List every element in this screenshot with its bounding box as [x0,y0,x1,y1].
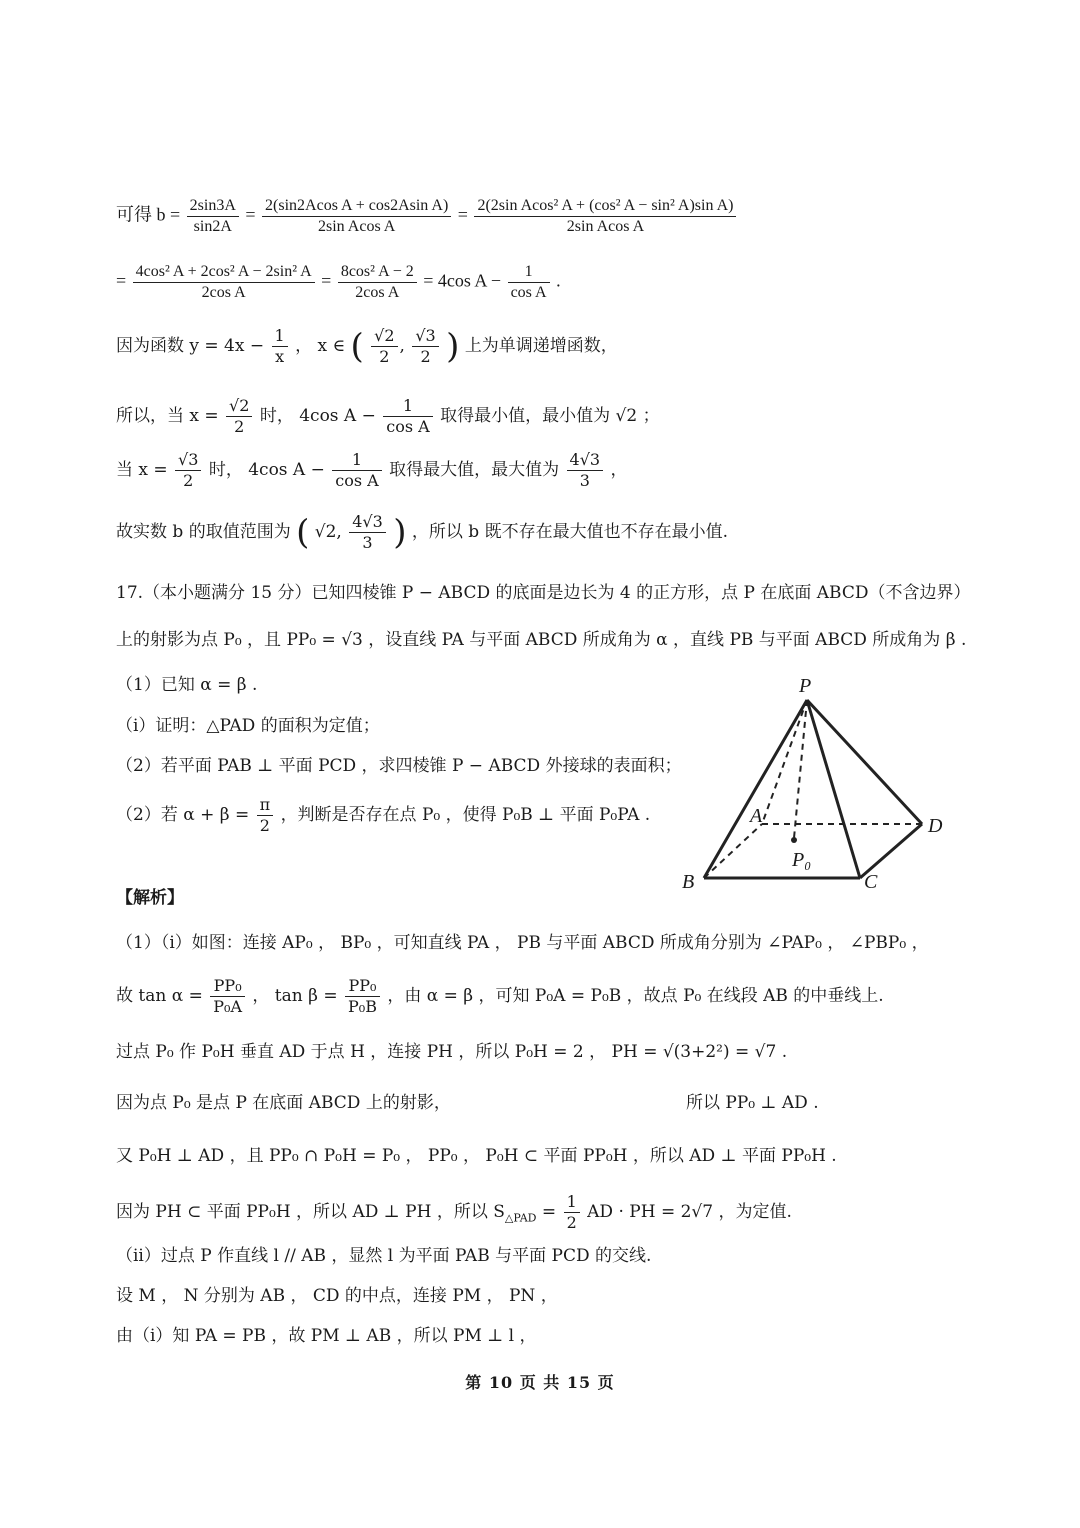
question-17-part-1: （1）已知 α = β . [116,675,258,695]
solution-line-4a: 因为点 P₀ 是点 P 在底面 ABCD 上的射影， [116,1093,451,1113]
fraction: $\frac{1}{\text{cos A}}$ [508,262,550,303]
edge-pa [762,700,807,824]
monotonic-statement: 因为函数 y = 4x − $\frac{1}{x}$ ， x ∈ ( $\frac{√2}{2}$ , $\frac{√3}{2}$ ) 上为单调递增函数， [116,326,618,367]
solution-line-8: 设 M ， N 分别为 AB ， CD 的中点，连接 PM ， PN ， [116,1286,558,1306]
point-p0 [791,837,797,843]
solution-line-4b: 所以 PP₀ ⊥ AD . [686,1093,819,1113]
pyramid-figure [670,670,960,900]
edge-cd [860,824,922,878]
solution-line-5: 又 P₀H ⊥ AD ，且 PP₀ ∩ P₀H = P₀ ， PP₀ ， P₀H ⊂ 平面 PP₀H ，所以 AD ⊥ 平面 PP₀H . [116,1146,837,1166]
question-17-line-2: 上的射影为点 P₀ ，且 PP₀ = √3 ，设直线 PA 与平面 ABCD 所成角为 α ，直线 PB 与平面 ABCD 所成角为 β . [116,630,967,650]
derivation-line-2: = $\frac{\text{4cos² A + 2cos² A − 2sin² A}}{\text{2cos A}}$ = $\frac{\text{8cos² A − 2}}{\text{2cos A}}$ = 4cos A − $\frac{1}{\text{cos A}}$ . [116,263,561,301]
solution-line-6: 因为 PH ⊂ 平面 PP₀H ，所以 AD ⊥ PH ，所以 $S_{\triangle PAD}$ = $\frac{1}{2}$ AD · PH = 2√7 ，为定值. [116,1192,792,1232]
fraction: $\frac{\text{8cos² A − 2}}{\text{2cos A}}$ [338,262,417,303]
label-d: D [928,815,943,837]
label-b: B [682,871,695,893]
label-p0: P₀ [792,849,812,871]
fraction: $\frac{\text{2(2sin Acos² A + (cos² A − sin² A)sin A)}}{\text{2sin Acos A}}$ [474,196,736,237]
label-p: P [799,675,812,697]
maximum-statement: 当 x = $\frac{√3}{2}$ 时， 4cos A − $\frac{1}{\text{cos A}}$ 取得最大值，最大值为 $\frac{4√3}{3}$ ， [116,450,628,490]
question-17-line-1: 17.（本小题满分 15 分）已知四棱锥 P − ABCD 的底面是边长为 4 的正方形，点 P 在底面 ABCD（不含边界） [116,583,971,603]
question-17-part-1-i: （i）证明：△PAD 的面积为定值； [116,716,380,736]
solution-line-1: （1）（i）如图：连接 AP₀ ， BP₀ ，可知直线 PA ， PB 与平面 ABCD 所成角分别为 ∠PAP₀ ， ∠PBP₀ ， [116,933,929,953]
edge-ba [704,824,762,878]
label-a: A [750,805,763,827]
solution-line-3: 过点 P₀ 作 P₀H 垂直 AD 于点 H ，连接 PH ，所以 P₀H = 2 ， PH = √(3+2²) = √7 . [116,1042,788,1062]
solution-line-9: 由（i）知 PA = PB ，故 PM ⊥ AB ，所以 PM ⊥ l ， [116,1326,537,1346]
solution-heading: 【解析】 [116,888,184,908]
question-17-part-3: （2）若 α + β = $\frac{\pi}{2}$ ，判断是否存在点 P₀ ，使得 P₀B ⊥ 平面 P₀PA . [116,795,651,835]
derivation-line-1: 可得 b = $\frac{2\sin 3A}{\sin 2A}$ = $\frac{\text{2(sin2Acos A + cos2Asin A)}}{\text{2sin Acos A}}$ = $\frac{\text{2(2sin Acos² A + (cos² A − sin² A)sin A)}}{\text{2sin Acos A}}$ [116,196,738,237]
solution-line-2: 故 tan α = $\frac{\text{PP₀}}{\text{P₀A}}$ ， tan β = $\frac{\text{PP₀}}{\text{P₀B}}$ ，由 α = β ，可知 P₀A = P₀B ，故点 P₀ 在线段 AB 的中垂线上. [116,976,884,1016]
page-footer: 第 10 页 共 15 页 [465,1373,615,1392]
fraction: $\frac{\text{2(sin2Acos A + cos2Asin A)}}{\text{2sin Acos A}}$ [262,196,451,237]
question-17-part-2: （2）若平面 PAB ⊥ 平面 PCD ，求四棱锥 P − ABCD 外接球的表面积； [116,756,682,776]
range-conclusion: 故实数 b 的取值范围为 ( √2, $\frac{4√3}{3}$ ) ，所以 b 既不存在最大值也不存在最小值. [116,512,728,553]
fraction: $\frac{2\sin 3A}{\sin 2A}$ [187,196,239,237]
label-c: C [864,871,878,893]
fraction: $\frac{\text{4cos² A + 2cos² A − 2sin² A}}{\text{2cos A}}$ [133,262,315,303]
solution-line-7: （ii）过点 P 作直线 l // AB ，显然 l 为平面 PAB 与平面 PCD 的交线. [116,1246,652,1266]
minimum-statement: 所以，当 x = $\frac{√2}{2}$ 时， 4cos A − $\frac{1}{\text{cos A}}$ 取得最小值，最小值为 √2 ； [116,396,660,436]
